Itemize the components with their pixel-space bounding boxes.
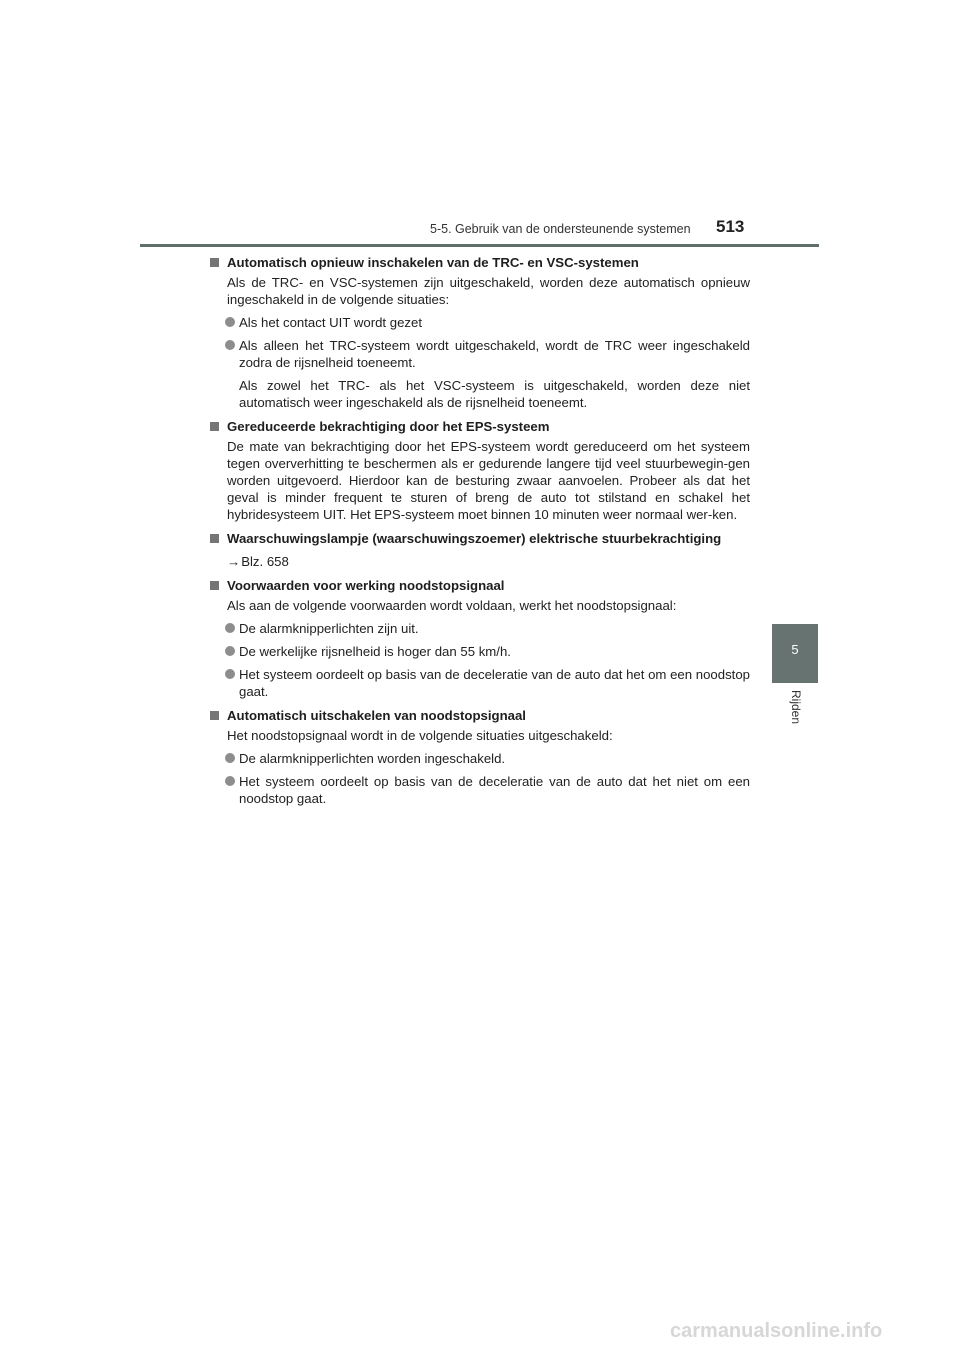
square-bullet-icon xyxy=(210,258,219,267)
round-bullet-icon xyxy=(225,776,235,786)
bullet-text: Het systeem oordeelt op basis van de deceleratie van de auto dat het niet om een noodstop gaat. xyxy=(239,774,750,806)
manual-content xyxy=(210,254,750,807)
section-paragraph: De mate van bekrachtiging door het EPS-systeem wordt gereduceerd om het systeem tegen oververhitting te beschermen als er gedurende langere tijd veel stuurbewegin-gen worden uitgevoerd. Hierdoor kan de besturing zwaar aanvoelen. Probeer als dat het geval is minder frequent te sturen of breng de auto tot stilstand en schakel het hybridesysteem UIT. Het EPS-systeem moet binnen 10 minuten weer normaal wer-ken. xyxy=(227,439,750,522)
section-title-text: Waarschuwingslampje (waarschuwingszoemer) elektrische stuurbekrachtiging xyxy=(227,531,722,546)
bullet-item xyxy=(239,750,750,767)
bullet-item xyxy=(239,643,750,660)
section-paragraph: Het noodstopsignaal wordt in de volgende situaties uitgeschakeld: xyxy=(227,728,613,743)
bullet-item xyxy=(239,337,750,371)
bullet-item xyxy=(239,666,750,700)
square-bullet-icon xyxy=(210,711,219,720)
arrow-right-icon: → xyxy=(227,554,241,569)
round-bullet-icon xyxy=(225,753,235,763)
bullet-item xyxy=(239,314,750,331)
bullet-text: Als het contact UIT wordt gezet xyxy=(239,315,423,330)
bullet-text: Het systeem oordeelt op basis van de deceleratie van de auto dat het om een noodstop gaat. xyxy=(239,667,750,699)
chapter-tab-label: Rijden xyxy=(789,690,803,725)
section-paragraph: Als aan de volgende voorwaarden wordt voldaan, werkt het noodstopsignaal: xyxy=(227,598,677,613)
section-title-text: Gereduceerde bekrachtiging door het EPS-systeem xyxy=(227,419,550,434)
bullet-text: Als alleen het TRC-systeem wordt uitgeschakeld, wordt de TRC weer ingeschakeld zodra de rijsnelheid toeneemt. xyxy=(239,338,750,370)
square-bullet-icon xyxy=(210,534,219,543)
section-title xyxy=(210,254,750,271)
section-title xyxy=(210,530,750,547)
chapter-tab-number: 5 xyxy=(791,642,799,657)
section-trc-vsc xyxy=(210,254,750,411)
round-bullet-icon xyxy=(225,669,235,679)
section-eps xyxy=(210,418,750,523)
round-bullet-icon xyxy=(225,623,235,633)
header-divider xyxy=(140,244,819,247)
section-paragraph: Als de TRC- en VSC-systemen zijn uitgeschakeld, worden deze automatisch opnieuw ingeschakeld in de volgende situaties: xyxy=(227,275,750,307)
round-bullet-icon xyxy=(225,340,235,350)
chapter-title: 5-5. Gebruik van de ondersteunende systemen xyxy=(430,222,691,236)
section-note: Als zowel het TRC- als het VSC-systeem is uitgeschakeld, worden deze niet automatisch weer ingeschakeld als de rijsnelheid toeneemt. xyxy=(239,378,750,410)
page-reference xyxy=(227,553,750,570)
bullet-text: De alarmknipperlichten worden ingeschakeld. xyxy=(239,751,506,766)
section-title xyxy=(210,577,750,594)
section-title xyxy=(210,707,750,724)
page-reference-link[interactable]: Blz. 658 xyxy=(241,554,289,569)
bullet-item xyxy=(239,773,750,807)
section-warning-lamp xyxy=(210,530,750,570)
bullet-text: De alarmknipperlichten zijn uit. xyxy=(239,621,419,636)
section-emergency-signal-off xyxy=(210,707,750,807)
section-emergency-signal-conditions xyxy=(210,577,750,700)
section-title-text: Voorwaarden voor werking noodstopsignaal xyxy=(227,578,505,593)
round-bullet-icon xyxy=(225,317,235,327)
section-title-text: Automatisch opnieuw inschakelen van de TRC- en VSC-systemen xyxy=(227,255,639,270)
watermark: carmanualsonline.info xyxy=(670,1320,883,1342)
section-title xyxy=(210,418,750,435)
chapter-tab xyxy=(772,624,818,683)
bullet-text: De werkelijke rijsnelheid is hoger dan 55 km/h. xyxy=(239,644,511,659)
square-bullet-icon xyxy=(210,422,219,431)
section-title-text: Automatisch uitschakelen van noodstopsignaal xyxy=(227,708,526,723)
page-number: 513 xyxy=(716,217,745,236)
round-bullet-icon xyxy=(225,646,235,656)
square-bullet-icon xyxy=(210,581,219,590)
bullet-item xyxy=(239,620,750,637)
